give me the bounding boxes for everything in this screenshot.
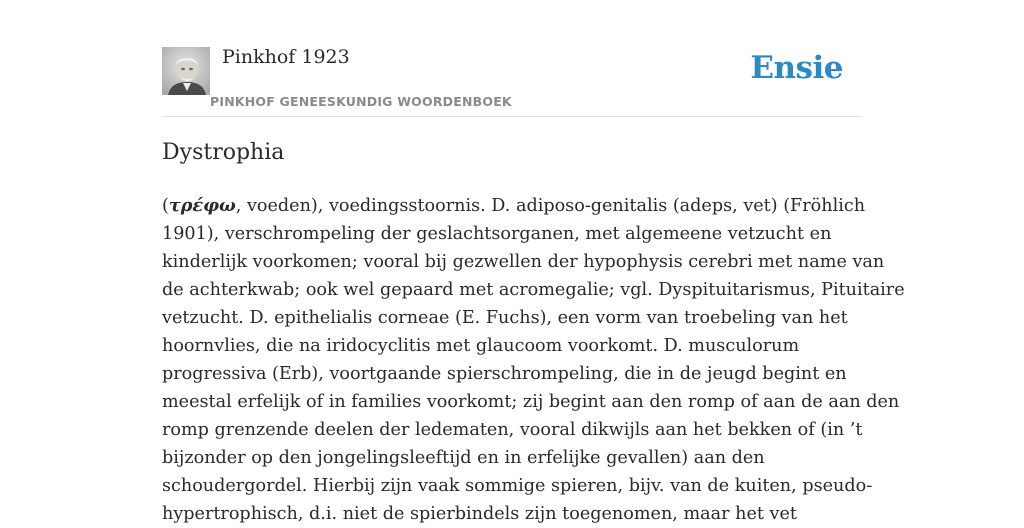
article-line [162, 192, 866, 220]
article-line: progressiva (Erb), voortgaande spierschrompeling, die in de jeugd begint en [162, 364, 847, 384]
article-line: bijzonder op den jongelingsleeftijd en in erfelijke gevallen) aan den [162, 448, 765, 468]
brand-logo[interactable]: Ensie [750, 50, 843, 86]
article-line: schoudergordel. Hierbij zijn vaak sommige spieren, bijv. van de kuiten, pseudo- [162, 476, 873, 496]
article-line: vetzucht. D. epithelialis corneae (E. Fuchs), een vorm van troebeling van het [162, 308, 848, 328]
open-paren: ( [162, 196, 169, 216]
article-line-text: , voeden), voedingsstoornis. D. adiposo-genitalis (adeps, vet) (Fröhlich [235, 196, 866, 216]
article-title: Dystrophia [162, 140, 285, 165]
article-body [162, 192, 905, 528]
article-line: hypertrophisch, d.i. niet de spierbindels zijn toegenomen, maar het vet [162, 504, 797, 524]
article-line: meestal erfelijk of in families voorkomt; zij begint aan den romp of aan de aan den [162, 392, 900, 412]
article-line: de achterkwab; ook wel gepaard met acromegalie; vgl. Dyspituitarismus, Pituitaire [162, 280, 905, 300]
article-line: romp grenzende deelen der ledematen, vooral dikwijls aan het bekken of (in ’t [162, 420, 863, 440]
source-subtitle[interactable]: PINKHOF GENEESKUNDIG WOORDENBOEK [210, 94, 512, 109]
greek-etymology: τρέφω [168, 195, 236, 216]
portrait-icon [162, 47, 210, 95]
source-name[interactable]: Pinkhof 1923 [222, 46, 350, 68]
article-line: kinderlijk voorkomen; vooral bij gezwellen der hypophysis cerebri met name van [162, 252, 885, 272]
avatar[interactable] [162, 47, 210, 95]
article-line: hoornvlies, die na iridocyclitis met glaucoom voorkomt. D. musculorum [162, 336, 800, 356]
article-line: 1901), verschrompeling der geslachtsorganen, met algemeene vetzucht en [162, 224, 832, 244]
source-header [162, 0, 862, 117]
